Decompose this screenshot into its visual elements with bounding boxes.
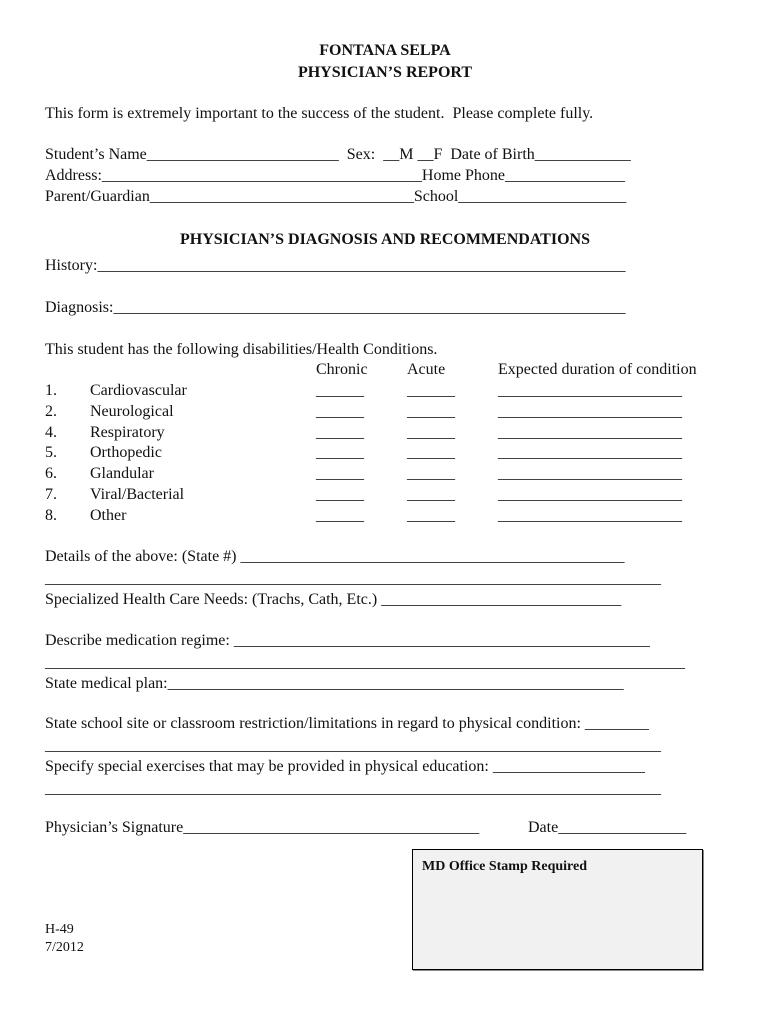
condition-label: Other bbox=[90, 507, 127, 524]
condition-number: 8. bbox=[45, 507, 57, 524]
condition-number: 5. bbox=[45, 444, 57, 461]
condition-label: Glandular bbox=[90, 465, 154, 482]
stamp-box-label: MD Office Stamp Required bbox=[422, 859, 587, 874]
duration-blank[interactable]: _______________________ bbox=[498, 507, 682, 524]
medication-regime-field[interactable]: Describe medication regime: ____________________________________________________ bbox=[45, 632, 650, 649]
md-office-stamp-box bbox=[412, 849, 703, 970]
condition-number: 2. bbox=[45, 403, 57, 420]
chronic-blank[interactable]: ______ bbox=[316, 403, 364, 420]
restriction-field[interactable]: State school site or classroom restriction/limitations in regard to physical condition: ________ bbox=[45, 715, 649, 732]
details-continuation-line[interactable]: _____________________________________________________________________________ bbox=[45, 570, 661, 587]
duration-blank[interactable]: _______________________ bbox=[498, 465, 682, 482]
signature-date-field[interactable]: Date________________ bbox=[528, 819, 687, 836]
acute-blank[interactable]: ______ bbox=[407, 403, 455, 420]
condition-number: 4. bbox=[45, 424, 57, 441]
state-medical-plan-field[interactable]: State medical plan:_________________________________________________________ bbox=[45, 675, 624, 692]
chronic-blank[interactable]: ______ bbox=[316, 382, 364, 399]
student-name-sex-dob-line[interactable]: Student’s Name________________________ Sex: __M __F Date of Birth____________ bbox=[45, 146, 631, 163]
special-exercises-field[interactable]: Specify special exercises that may be provided in physical education: ___________________ bbox=[45, 758, 645, 775]
acute-blank[interactable]: ______ bbox=[407, 486, 455, 503]
duration-blank[interactable]: _______________________ bbox=[498, 403, 682, 420]
address-phone-line[interactable]: Address:________________________________________Home Phone_______________ bbox=[45, 167, 625, 184]
conditions-intro: This student has the following disabilities/Health Conditions. bbox=[45, 341, 438, 358]
chronic-blank[interactable]: ______ bbox=[316, 465, 364, 482]
restriction-continuation-line[interactable]: _____________________________________________________________________________ bbox=[45, 737, 661, 754]
condition-label: Respiratory bbox=[90, 424, 165, 441]
form-code: H-49 bbox=[45, 922, 74, 937]
history-field[interactable]: History:__________________________________________________________________ bbox=[45, 257, 626, 274]
column-header-duration: Expected duration of condition bbox=[498, 361, 697, 378]
diagnosis-field[interactable]: Diagnosis:________________________________________________________________ bbox=[45, 299, 626, 316]
duration-blank[interactable]: _______________________ bbox=[498, 424, 682, 441]
column-header-acute: Acute bbox=[407, 361, 446, 378]
chronic-blank[interactable]: ______ bbox=[316, 444, 364, 461]
details-state-field[interactable]: Details of the above: (State #) ________________________________________________ bbox=[45, 548, 625, 565]
condition-label: Neurological bbox=[90, 403, 174, 420]
physician-signature-field[interactable]: Physician’s Signature_____________________________________ bbox=[45, 819, 480, 836]
acute-blank[interactable]: ______ bbox=[407, 507, 455, 524]
acute-blank[interactable]: ______ bbox=[407, 382, 455, 399]
duration-blank[interactable]: _______________________ bbox=[498, 444, 682, 461]
exercises-continuation-line[interactable]: _____________________________________________________________________________ bbox=[45, 780, 661, 797]
condition-number: 7. bbox=[45, 486, 57, 503]
column-header-chronic: Chronic bbox=[316, 361, 368, 378]
special-health-needs-field[interactable]: Specialized Health Care Needs: (Trachs, Cath, Etc.) ______________________________ bbox=[45, 591, 622, 608]
org-title: FONTANA SELPA bbox=[319, 42, 451, 59]
condition-label: Orthopedic bbox=[90, 444, 162, 461]
condition-number: 6. bbox=[45, 465, 57, 482]
form-title: PHYSICIAN’S REPORT bbox=[297, 64, 473, 81]
guardian-school-line[interactable]: Parent/Guardian_________________________________School_____________________ bbox=[45, 188, 627, 205]
form-revision-date: 7/2012 bbox=[45, 940, 84, 955]
diagnosis-section-heading: PHYSICIAN’S DIAGNOSIS AND RECOMMENDATIONS bbox=[180, 231, 590, 248]
duration-blank[interactable]: _______________________ bbox=[498, 486, 682, 503]
condition-label: Viral/Bacterial bbox=[90, 486, 185, 503]
duration-blank[interactable]: _______________________ bbox=[498, 382, 682, 399]
acute-blank[interactable]: ______ bbox=[407, 424, 455, 441]
acute-blank[interactable]: ______ bbox=[407, 465, 455, 482]
chronic-blank[interactable]: ______ bbox=[316, 486, 364, 503]
chronic-blank[interactable]: ______ bbox=[316, 424, 364, 441]
intro-text: This form is extremely important to the success of the student. Please complete fully. bbox=[45, 105, 594, 122]
acute-blank[interactable]: ______ bbox=[407, 444, 455, 461]
condition-number: 1. bbox=[45, 382, 57, 399]
condition-label: Cardiovascular bbox=[90, 382, 187, 399]
medication-continuation-line[interactable]: ________________________________________________________________________________ bbox=[45, 654, 685, 671]
chronic-blank[interactable]: ______ bbox=[316, 507, 364, 524]
